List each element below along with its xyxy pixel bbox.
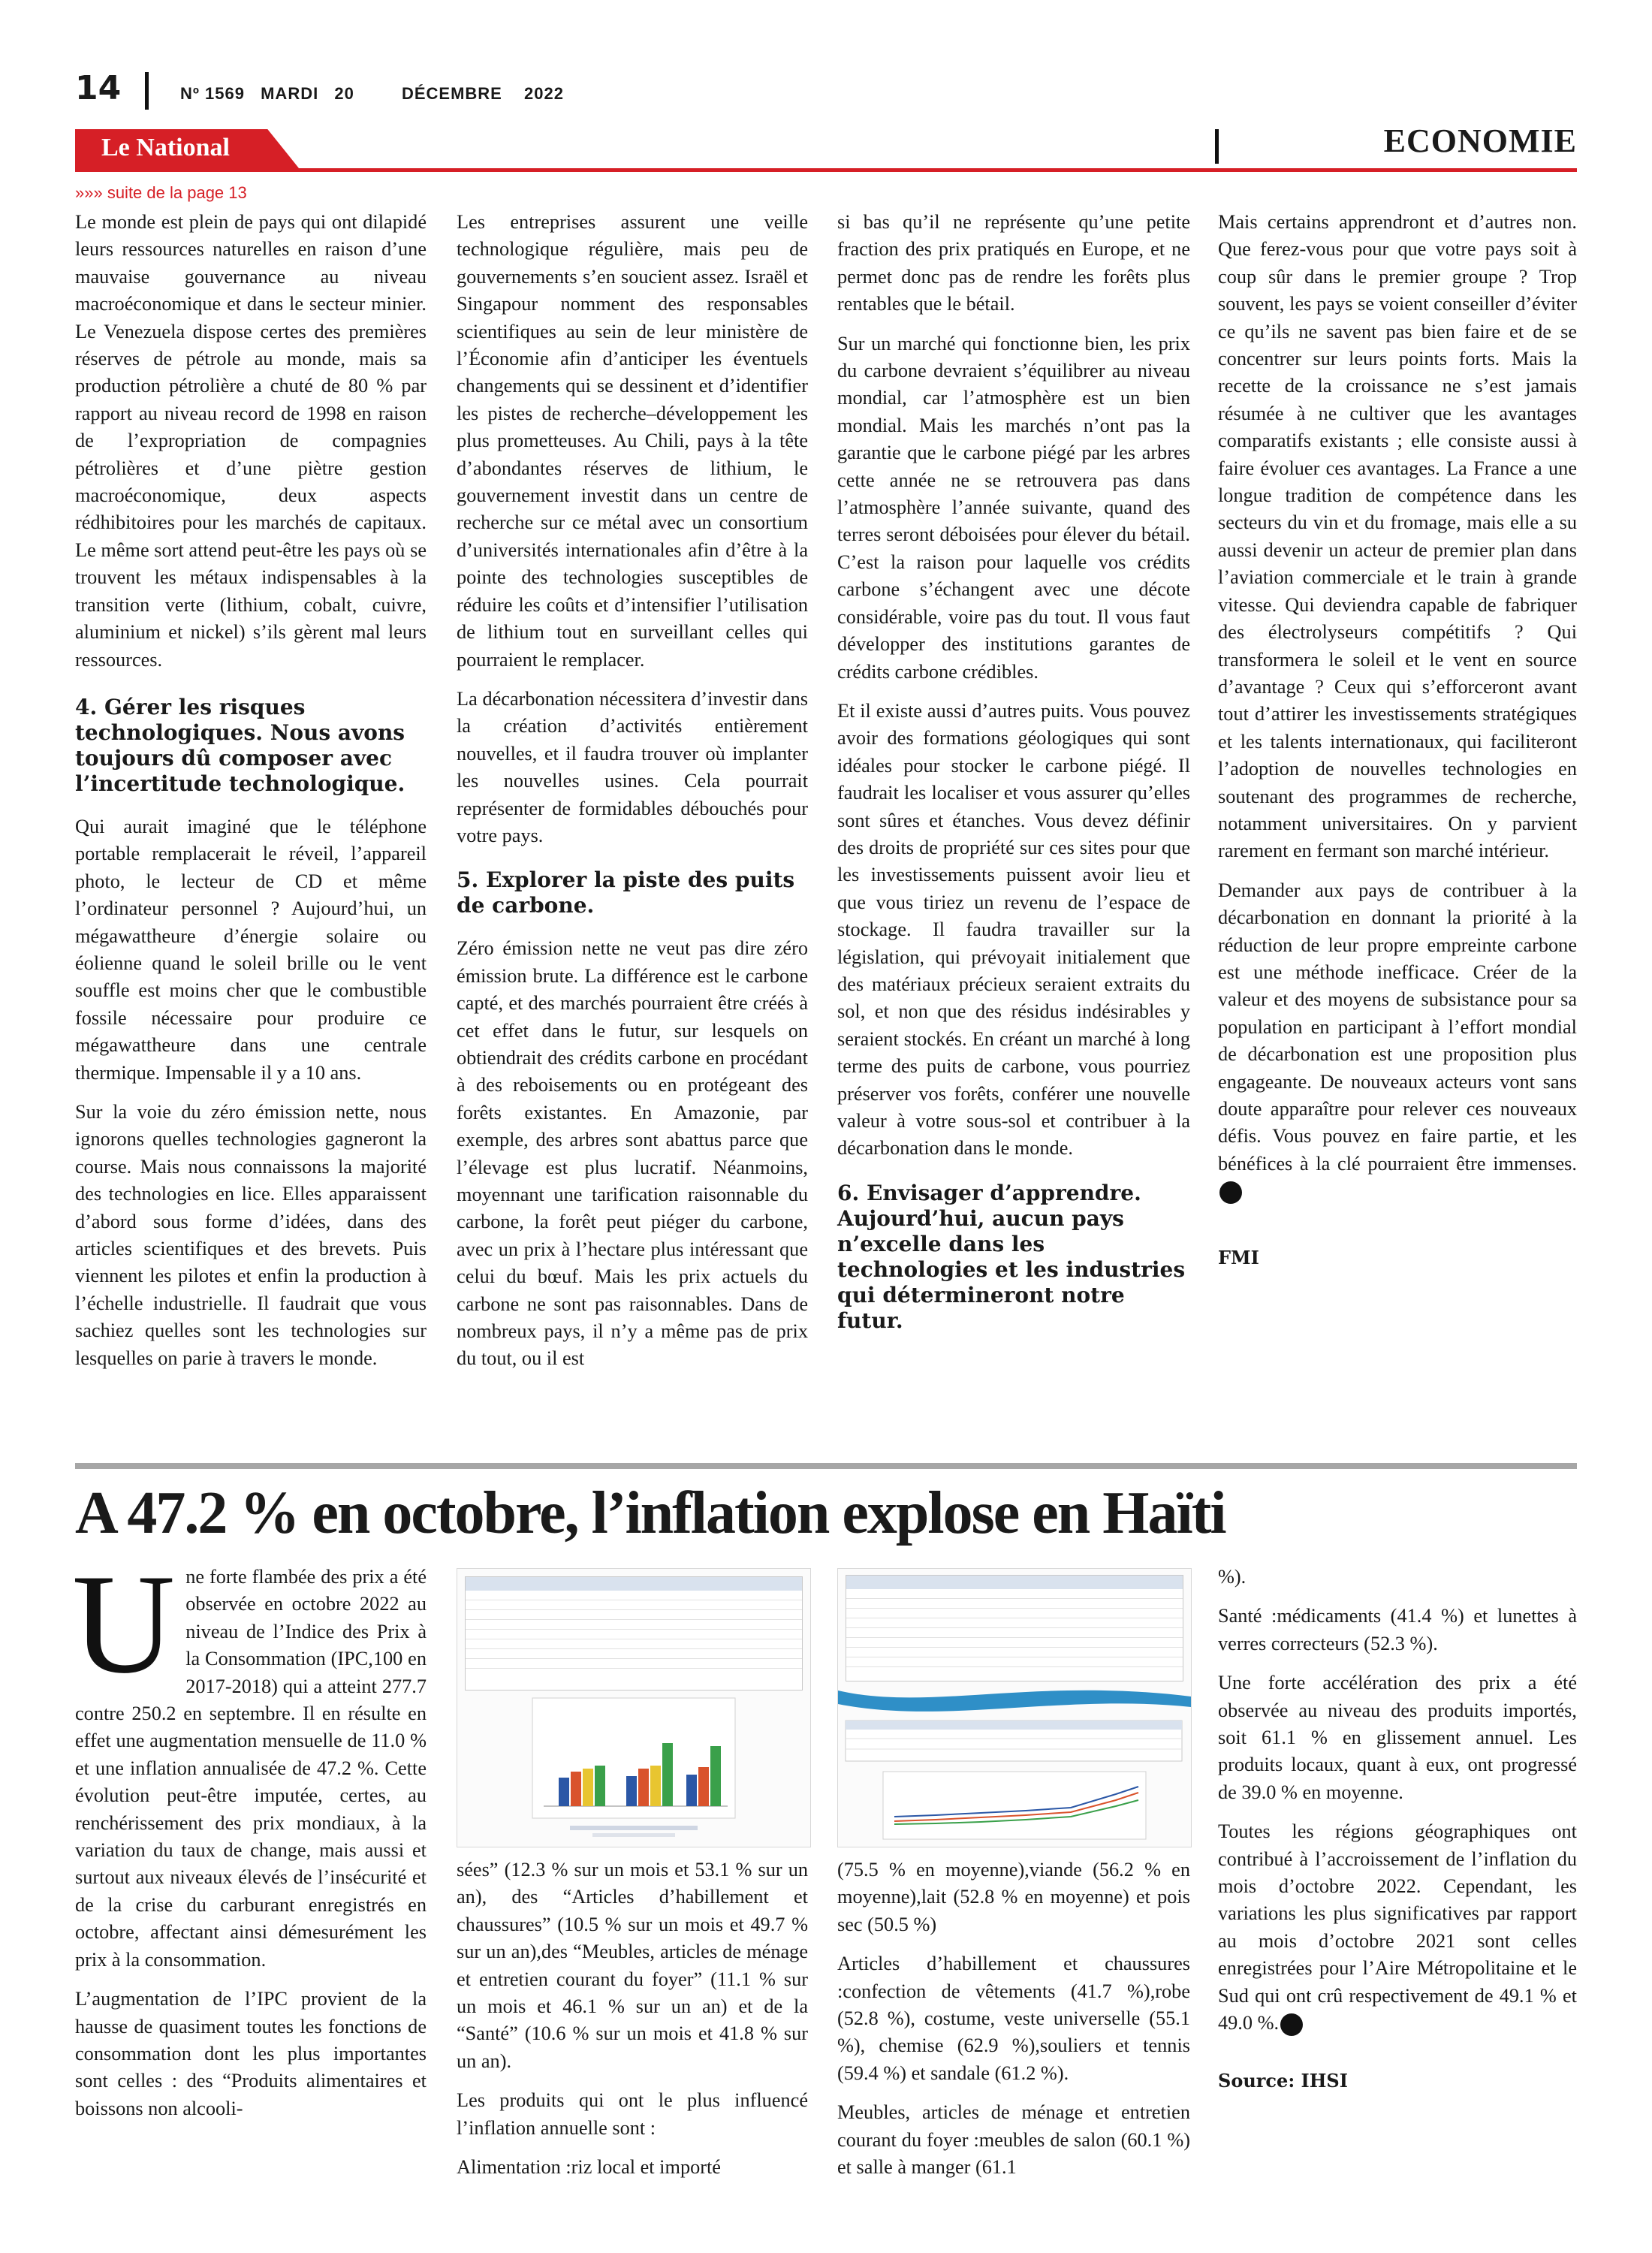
header-rule <box>75 168 1577 172</box>
subheading: 5. Explorer la piste des puits de carbone. <box>457 867 795 918</box>
article1-column-2 <box>457 209 808 1385</box>
subheading: 6. Envisager d’apprendre. Aujourd’hui, aucun pays n’excelle dans les technologies et les industries qui détermineront notre futur. <box>837 1180 1186 1333</box>
chart-bar <box>686 1775 697 1806</box>
line-chart-frame <box>883 1772 1146 1839</box>
chart-bar <box>650 1766 661 1806</box>
subheading: 4. Gérer les risques technologiques. Nous avons toujours dû composer avec l’incertitude technologique. <box>75 694 405 796</box>
drop-cap: U <box>72 1546 176 1703</box>
article2-column-1 <box>72 1546 427 2134</box>
paragraph: si bas qu’il ne représente qu’une petite fraction des prix pratiqués en Europe, et ne permet donc pas de rendre les forêts plus rentables que le bétail. <box>837 211 1190 315</box>
table-row <box>466 1591 802 1600</box>
chart-caption-placeholder <box>592 1833 675 1837</box>
article1-column-1 <box>75 209 427 1384</box>
paragraph: sées” (12.3 % sur un mois et 53.1 % sur un an), des “Articles d’habillement et chaussures” (10.5 % sur un mois et 49.7 % sur un an),des “Meubles, articles de ménage et entretien courant du foyer” (11.1 % sur un mois et 46.1 % sur un an) et de la “Santé” (10.6 % sur un mois et 41.8 % sur un an). <box>457 1859 808 2072</box>
chart-bar <box>559 1778 569 1806</box>
issue-day: 20 <box>334 84 354 103</box>
issue-month: DÉCEMBRE <box>401 84 502 103</box>
paragraph: La décarbonation nécessitera d’investir dans la création d’activités entièrement nouvelles, et il faudra trouver où implanter les nouvelles usines. Cela pourrait représenter de formidables débouchés pour votre pays. <box>457 687 808 846</box>
table-row <box>466 1620 802 1630</box>
issue-year: 2022 <box>523 84 564 103</box>
chart-bar <box>626 1776 637 1806</box>
paragraph: Sur un marché qui fonctionne bien, les prix du carbone devraient s’équilibrer au niveau mondial, car l’atmosphère est un bien mondial. Mais les marchés n’ont pas la garantie que le carbone piégé par les arbres cette année ne se retrouvera pas dans l’atmosphère l’année suivante, quand des terres seront déboisées pour élever du bétail. C’est la raison pour laquelle vos crédits carbone s’échangent avec une décote considérable, voire pas du tout. Il vous faut développer des institutions garantes de crédits carbone crédibles. <box>837 332 1190 683</box>
chart-bar <box>595 1766 605 1806</box>
lead-paragraph <box>72 1546 427 1974</box>
table-row <box>846 1628 1183 1638</box>
table-row <box>466 1630 802 1639</box>
paragraph: Meubles, articles de ménage et entretien courant du foyer :meubles de salon (60.1 %) et salle à manger (61.1 <box>837 2101 1190 2179</box>
ipc-products-table <box>846 1575 1183 1681</box>
header-separator <box>145 72 149 110</box>
ipc-bar-chart <box>457 1694 810 1844</box>
paragraph-text: ne forte flambée des prix a été observée en octobre 2022 au niveau de l’Indice des Prix à la Consommation (IPC,100 en 2017-2018) qui a atteint 277.7 contre 250.2 en septembre. Il en résulte en effet une augmentation mensuelle de 11.0 % et une inflation annualisée de 47.2 %. Cette évolution peut-être imputée, certes, au renchérissement des prix mondiaux, à la variation du taux de change, mais aussi et surtout aux niveaux élevés de l’insécurité et de la crise du carburant enregistrés en octobre, affectant ainsi démesurément les prix à la consommation. <box>75 1566 427 1971</box>
table-row <box>846 1599 1183 1609</box>
paragraph-text: Demander aux pays de contribuer à la décarbonation en donnant la priorité à la réduction de leur propre empreinte carbone est une méthode inefficace. Créer de la valeur et des moyens de subsistance pour sa population en participant à l’effort mondial de décarbonation est une proposition plus engageante. De nouveaux acteurs vont sans doute apparaître pour relever ces nouveaux défis. Vous pouvez en faire partie, et les bénéfices à la clé pourraient être immenses. <box>1218 879 1577 1175</box>
table-row <box>846 1589 1183 1599</box>
paragraph: Santé :médicaments (41.4 %) et lunettes à verres correcteurs (52.3 %). <box>1218 1605 1577 1654</box>
paragraph: L’augmentation de l’IPC provient de la hausse de quasiment toutes les fonctions de consommation dont les plus importantes sont celles : des “Produits alimentaires et boissons non alcooli- <box>75 1988 427 2119</box>
issue-info <box>180 84 574 104</box>
table-header <box>846 1576 1183 1589</box>
paragraph: Les entreprises assurent une veille technologique régulière, mais peu de gouvernements s’en soucient assez. Israël et Singapour nomment des responsables scientifiques au sein de leur ministère de l’Économie afin d’anticiper les éventuels changements qui se dessinent et d’identifier les pistes de recherche–développement les plus prometteuses. Au Chili, pays à la tête d’abondantes réserves de lithium, le gouvernement investit dans un centre de recherche sur ce métal avec un consortium d’universités internationales afin d’être à la pointe des technologies susceptibles de réduire les coûts et d’intensifier l’utilisation de lithium tout en surveillant celles qui pourraient le remplacer. <box>457 211 808 671</box>
paragraph <box>1218 877 1577 1205</box>
decorative-wave <box>838 1691 1191 1712</box>
page-number: 14 <box>75 69 122 107</box>
article2-column-3 <box>837 1856 1190 2193</box>
article-divider <box>75 1463 1577 1469</box>
article2-column-4 <box>1218 1564 1577 2107</box>
table-row <box>846 1657 1183 1667</box>
chart-bar <box>571 1772 581 1806</box>
paragraph: Qui aurait imaginé que le téléphone portable remplacerait le réveil, l’appareil photo, le lecteur de CD et même l’ordinateur personnel ? Aujourd’hui, un mégawattheure d’énergie solaire ou éolienne quand le soleil brille ou le vent souffle est moins cher que le combustible fossile nécessaire pour produire ce mégawattheure dans une centrale thermique. Impensable il y a 10 ans. <box>75 815 427 1084</box>
chart-bar <box>710 1746 721 1806</box>
chart-bar <box>583 1769 593 1806</box>
article-signature: FMI <box>1218 1246 1259 1268</box>
article2-column-2 <box>457 1856 808 2193</box>
table-row <box>466 1600 802 1610</box>
table-header <box>846 1721 1182 1730</box>
table-row <box>846 1648 1183 1657</box>
table-row <box>846 1638 1183 1648</box>
table-row <box>466 1659 802 1669</box>
paragraph: %). <box>1218 1566 1247 1588</box>
paragraph: (75.5 % en moyenne),viande (56.2 % en moyenne),lait (52.8 % en moyenne) et pois sec (50.5 %) <box>837 1859 1190 1935</box>
chart-bar <box>662 1743 673 1806</box>
chart-bar <box>698 1767 709 1806</box>
issue-number: Nº 1569 <box>180 84 245 103</box>
paragraph-text: Toutes les régions géographiques ont contribué à l’accroissement de l’inflation du mois d’octobre 2022. Cependant, les variations les plus significatives par rapport au mois d’octobre 2021 sont celles enregistrées pour l’Aire Métropolitaine et le Sud qui ont crû respectivement de 49.1 % et 49.0 %. <box>1218 1820 1577 2034</box>
paragraph: Une forte accélération des prix a été observée au niveau des produits importés, soit 61.1 % en glissement annuel. Les produits locaux, quant à eux, ont progressé de 39.0 % en moyenne. <box>1218 1672 1577 1803</box>
chart-bar <box>638 1769 649 1806</box>
ipc-region-table <box>465 1576 803 1691</box>
paragraph: Le monde est plein de pays qui ont dilapidé leurs ressources naturelles en raison d’une mauvaise gouvernance au niveau macroéconomique et dans le secteur minier. Le Venezuela dispose certes des premières réserves de pétrole au monde, mais sa production pétrolière a chuté de 80 % par rapport au niveau record de 1998 en raison de l’expropriation de compagnies pétrolières et d’une piètre gestion macroéconomique, deux aspects rédhibitoires pour les marchés de capitaux. Le même sort attend peut-être les pays où se trouvent les métaux indispensables à la transition verte (lithium, cobalt, cuivre, aluminium et nickel) s’ils gèrent mal leurs ressources. <box>75 211 427 671</box>
end-of-article-icon <box>1280 2013 1303 2036</box>
chart-caption-placeholder <box>570 1826 698 1830</box>
ipc-region-figure <box>457 1568 811 1847</box>
continued-from: »»» suite de la page 13 <box>75 183 247 202</box>
table-row <box>846 1609 1183 1618</box>
article1-column-3 <box>837 209 1190 1350</box>
article-source: Source: IHSI <box>1218 2069 1348 2092</box>
publication-name: Le National <box>101 134 230 161</box>
ipc-products-figure <box>837 1568 1192 1847</box>
paragraph: Les produits qui ont le plus influencé l’inflation annuelle sont : <box>457 2089 808 2139</box>
table-row <box>466 1610 802 1620</box>
paragraph: Zéro émission nette ne veut pas dire zéro émission brute. La différence est le carbone capté, et des marchés pourraient être créés à cet effet dans le futur, sur lesquels on obtiendrait des crédits carbone en procédant à des reboisements ou en protégeant des forêts existantes. En Amazonie, par exemple, des arbres sont abattus parce que l’élevage est plus lucratif. Néanmoins, moyennant une tarification raisonnable du carbone, la forêt peut piéger du carbone, avec un prix à l’hectare plus intéressant que celui du bœuf. Mais les prix actuels du carbone ne sont pas raisonnables. Dans de nombreux pays, il n’y a même pas de prix du tout, ou il est <box>457 937 808 1370</box>
paragraph <box>1218 1818 1577 2037</box>
table-row <box>846 1618 1183 1628</box>
table-header <box>466 1577 802 1591</box>
paragraph: Mais certains apprendront et d’autres non. Que ferez-vous pour que votre pays soit à coup sûr dans le premier groupe ? Trop souvent, les pays se voient conseiller d’éviter ce qu’ils ne savent pas bien faire et de se concentrer sur leurs points forts. Mais la recette de la croissance ne s’est jamais résumée à ne cultiver que les avantages comparatifs existants ; elle consiste aussi à faire évoluer ces avantages. La France a une longue tradition de compétence dans les secteurs du vin et du fromage, mais elle a su aussi devenir un acteur de premier plan dans l’aviation commerciale et le train à grande vitesse. Qui deviendra capable de fabriquer des électrolyseurs compétitifs ? Qui transformera le soleil et le vent en source d’avantage ? Ceux qui s’efforceront avant tout d’attirer les investissements stratégiques et les talents internationaux, qui faciliteront l’adoption de nouvelles technologies en soutenant des programmes de recherche, notamment universitaires. On y parvient rarement en fermant son marché intérieur. <box>1218 211 1577 862</box>
paragraph: Articles d’habillement et chaussures :confection de vêtements (41.7 %),robe (52.8 %), costume, veste universelle (55.1 %), chemise (62.9 %),souliers et tennis (59.4 %) et sandale (61.2 %). <box>837 1953 1190 2084</box>
table-row <box>466 1649 802 1659</box>
paragraph: Et il existe aussi d’autres puits. Vous pouvez avoir des formations géologiques qui sont idéales pour stocker le carbone piégé. Il faudrait les localiser et vous assurer qu’elles sont sûres et étanches. Vous devez définir des droits de propriété sur ces sites pour que les investissements puissent avoir lieu et que vous tiriez un revenu de l’espace de stockage. Il faudra travailler sur la législation, qui prévoyait initialement que des matériaux précieux seraient extraits du sol, et non que des résidus indésirables y seraient stockés. En créant un marché à long terme des puits de carbone, vous pourriez préserver vos forêts, conférer une nouvelle valeur à votre sous-sol et contribuer à la décarbonation dans le monde. <box>837 699 1190 1160</box>
section-title: ECONOMIE <box>1383 122 1577 159</box>
paragraph: Sur la voie du zéro émission nette, nous ignorons quelles technologies gagneront la course. Mais nous connaissons la majorité des technologies en lice. Elles apparaissent d’abord sous forme d’idées, dans des articles scientifiques et des brevets. Puis viennent les pilotes et enfin la production à l’échelle industrielle. Il faudrait que vous sachiez quelles sont les technologies sur lesquelles on parie à travers le monde. <box>75 1100 427 1369</box>
article1-column-4 <box>1218 209 1577 1283</box>
article-headline: A 47.2 % en octobre, l’inflation explose en Haïti <box>75 1480 1225 1546</box>
issue-weekday: MARDI <box>261 84 319 103</box>
end-of-article-icon <box>1219 1181 1242 1204</box>
paragraph: Alimentation :riz local et importé <box>457 2156 721 2179</box>
section-separator <box>1215 129 1219 164</box>
table-row <box>466 1639 802 1649</box>
ipc-trend-graphic <box>838 1681 1191 1847</box>
